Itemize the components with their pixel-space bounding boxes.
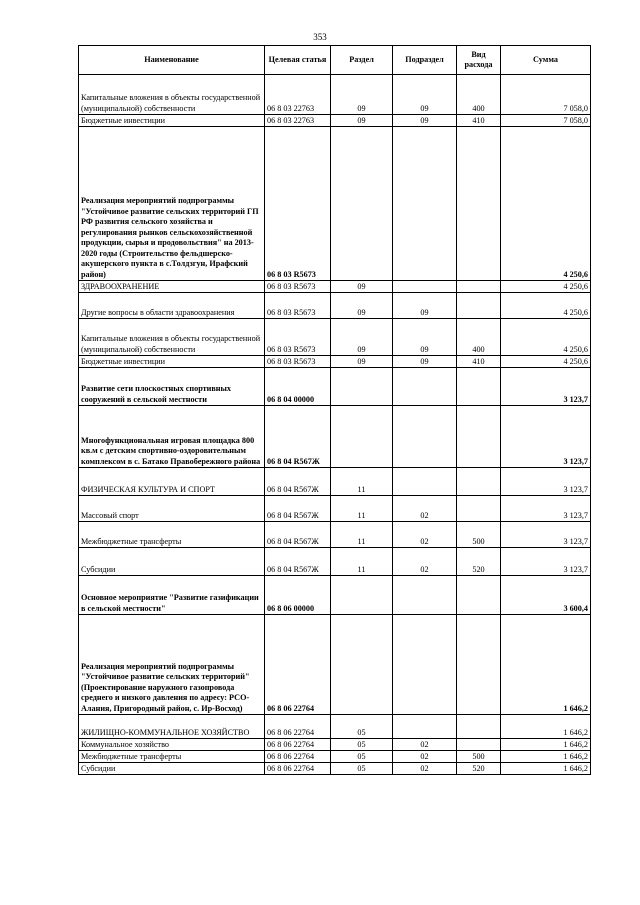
cell-name: Субсидии [79, 763, 265, 775]
cell-expense-type [457, 496, 501, 522]
cell-amount: 1 646,2 [501, 763, 591, 775]
table-row [79, 739, 591, 751]
cell-subsection [393, 615, 457, 715]
budget-table [78, 45, 591, 775]
cell-subsection: 09 [393, 319, 457, 356]
table-row [79, 356, 591, 368]
cell-section: 05 [331, 751, 393, 763]
cell-amount: 1 646,2 [501, 751, 591, 763]
cell-target-article: 06 8 03 R5673 [265, 319, 331, 356]
table-row [79, 548, 591, 576]
cell-section [331, 615, 393, 715]
cell-expense-type [457, 127, 501, 281]
cell-expense-type: 410 [457, 115, 501, 127]
cell-name: Капитальные вложения в объекты государственной (муниципальной) собственности [79, 319, 265, 356]
cell-expense-type: 520 [457, 548, 501, 576]
cell-section: 05 [331, 739, 393, 751]
cell-section: 09 [331, 75, 393, 115]
table-row [79, 615, 591, 715]
cell-expense-type: 500 [457, 522, 501, 548]
cell-section: 09 [331, 319, 393, 356]
cell-amount: 3 123,7 [501, 468, 591, 496]
cell-section: 05 [331, 715, 393, 739]
cell-expense-type: 410 [457, 356, 501, 368]
cell-target-article: 06 8 06 22764 [265, 715, 331, 739]
cell-subsection: 02 [393, 751, 457, 763]
cell-expense-type: 520 [457, 763, 501, 775]
cell-subsection [393, 715, 457, 739]
cell-name: Межбюджетные трансферты [79, 751, 265, 763]
cell-subsection: 09 [393, 115, 457, 127]
cell-subsection [393, 468, 457, 496]
cell-expense-type: 400 [457, 319, 501, 356]
table-row [79, 319, 591, 356]
table-row [79, 468, 591, 496]
cell-section [331, 127, 393, 281]
cell-expense-type [457, 368, 501, 406]
cell-expense-type [457, 615, 501, 715]
cell-section [331, 406, 393, 468]
cell-target-article: 06 8 04 R567Ж [265, 496, 331, 522]
cell-subsection: 09 [393, 356, 457, 368]
cell-section: 09 [331, 115, 393, 127]
cell-amount: 4 250,6 [501, 293, 591, 319]
cell-expense-type [457, 293, 501, 319]
table-row [79, 406, 591, 468]
cell-name: Коммунальное хозяйство [79, 739, 265, 751]
cell-section [331, 576, 393, 615]
cell-name: Массовый спорт [79, 496, 265, 522]
cell-subsection: 09 [393, 293, 457, 319]
cell-subsection: 02 [393, 763, 457, 775]
cell-target-article: 06 8 03 R5673 [265, 127, 331, 281]
cell-amount: 3 600,4 [501, 576, 591, 615]
cell-target-article: 06 8 03 R5673 [265, 281, 331, 293]
cell-name: Основное мероприятие "Развитие газификации в сельской местности" [79, 576, 265, 615]
cell-name: Бюджетные инвестиции [79, 356, 265, 368]
table-row [79, 75, 591, 115]
cell-name: ФИЗИЧЕСКАЯ КУЛЬТУРА И СПОРТ [79, 468, 265, 496]
table-row [79, 522, 591, 548]
cell-amount: 3 123,7 [501, 548, 591, 576]
cell-amount: 1 646,2 [501, 715, 591, 739]
cell-subsection: 09 [393, 75, 457, 115]
cell-expense-type: 400 [457, 75, 501, 115]
cell-name: Реализация мероприятий подпрограммы "Устойчивое развитие сельских территорий" (Проектирование наружного газопровода среднего и низкого давления по адресу: РСО-Алания, Пригородный район, с. Ир-Восход) [79, 615, 265, 715]
cell-name: Бюджетные инвестиции [79, 115, 265, 127]
cell-section: 09 [331, 293, 393, 319]
cell-subsection [393, 406, 457, 468]
cell-subsection: 02 [393, 739, 457, 751]
cell-name: Субсидии [79, 548, 265, 576]
page-number: 353 [313, 32, 327, 42]
table-row [79, 115, 591, 127]
table-row [79, 715, 591, 739]
cell-section: 09 [331, 356, 393, 368]
cell-target-article: 06 8 04 00000 [265, 368, 331, 406]
cell-name: Капитальные вложения в объекты государственной (муниципальной) собственности [79, 75, 265, 115]
table-row [79, 127, 591, 281]
cell-target-article: 06 8 03 22763 [265, 75, 331, 115]
cell-name: ЖИЛИЩНО-КОММУНАЛЬНОЕ ХОЗЯЙСТВО [79, 715, 265, 739]
cell-subsection: 02 [393, 522, 457, 548]
cell-amount: 1 646,2 [501, 739, 591, 751]
cell-subsection [393, 127, 457, 281]
cell-amount: 7 058,0 [501, 75, 591, 115]
header-section: Раздел [331, 46, 393, 75]
cell-subsection [393, 576, 457, 615]
cell-amount: 4 250,6 [501, 356, 591, 368]
cell-target-article: 06 8 06 00000 [265, 576, 331, 615]
cell-expense-type [457, 406, 501, 468]
cell-expense-type [457, 281, 501, 293]
cell-target-article: 06 8 04 R567Ж [265, 548, 331, 576]
cell-amount: 4 250,6 [501, 127, 591, 281]
cell-expense-type [457, 468, 501, 496]
table-header-row [79, 46, 591, 75]
cell-subsection [393, 368, 457, 406]
header-name: Наименование [79, 46, 265, 75]
cell-name: Другие вопросы в области здравоохранения [79, 293, 265, 319]
cell-section: 09 [331, 281, 393, 293]
cell-target-article: 06 8 03 R5673 [265, 293, 331, 319]
cell-subsection: 02 [393, 548, 457, 576]
cell-target-article: 06 8 03 R5673 [265, 356, 331, 368]
table-row [79, 293, 591, 319]
cell-name: Межбюджетные трансферты [79, 522, 265, 548]
cell-expense-type [457, 715, 501, 739]
cell-amount: 4 250,6 [501, 319, 591, 356]
cell-amount: 4 250,6 [501, 281, 591, 293]
cell-expense-type [457, 739, 501, 751]
table-row [79, 751, 591, 763]
cell-target-article: 06 8 06 22764 [265, 751, 331, 763]
cell-section: 11 [331, 468, 393, 496]
cell-amount: 3 123,7 [501, 406, 591, 468]
cell-expense-type: 500 [457, 751, 501, 763]
table-row [79, 496, 591, 522]
cell-section: 11 [331, 548, 393, 576]
cell-amount: 3 123,7 [501, 496, 591, 522]
table-row [79, 763, 591, 775]
cell-target-article: 06 8 03 22763 [265, 115, 331, 127]
cell-name: Многофункциональная игровая площадка 800 кв.м с детским спортивно-оздоровительным комплексом в с. Батако Правобережного района [79, 406, 265, 468]
cell-target-article: 06 8 06 22764 [265, 739, 331, 751]
cell-expense-type [457, 576, 501, 615]
table-row [79, 281, 591, 293]
cell-name: Реализация мероприятий подпрограммы "Устойчивое развитие сельских территорий ГП РФ развития сельского хозяйства и регулирования рынков сельскохозяйственной продукции, сырья и продовольствия" на 2013-2020 годы (Строительство фельдшерско-акушерского пункта в с.Толдзгун, Ирафский район) [79, 127, 265, 281]
cell-subsection: 02 [393, 496, 457, 522]
cell-target-article: 06 8 06 22764 [265, 615, 331, 715]
table-row [79, 368, 591, 406]
cell-amount: 1 646,2 [501, 615, 591, 715]
cell-name: Развитие сети плоскостных спортивных сооружений в сельской местности [79, 368, 265, 406]
cell-target-article: 06 8 04 R567Ж [265, 468, 331, 496]
header-subsection: Подраздел [393, 46, 457, 75]
cell-section: 11 [331, 496, 393, 522]
cell-name: ЗДРАВООХРАНЕНИЕ [79, 281, 265, 293]
cell-amount: 3 123,7 [501, 368, 591, 406]
cell-target-article: 06 8 04 R567Ж [265, 406, 331, 468]
cell-amount: 7 058,0 [501, 115, 591, 127]
cell-subsection [393, 281, 457, 293]
cell-section: 05 [331, 763, 393, 775]
cell-target-article: 06 8 04 R567Ж [265, 522, 331, 548]
cell-target-article: 06 8 06 22764 [265, 763, 331, 775]
header-amount: Сумма [501, 46, 591, 75]
cell-section: 11 [331, 522, 393, 548]
cell-section [331, 368, 393, 406]
cell-amount: 3 123,7 [501, 522, 591, 548]
table-row [79, 576, 591, 615]
header-target-article: Целевая статья [265, 46, 331, 75]
header-expense-type: Вид расхода [457, 46, 501, 75]
